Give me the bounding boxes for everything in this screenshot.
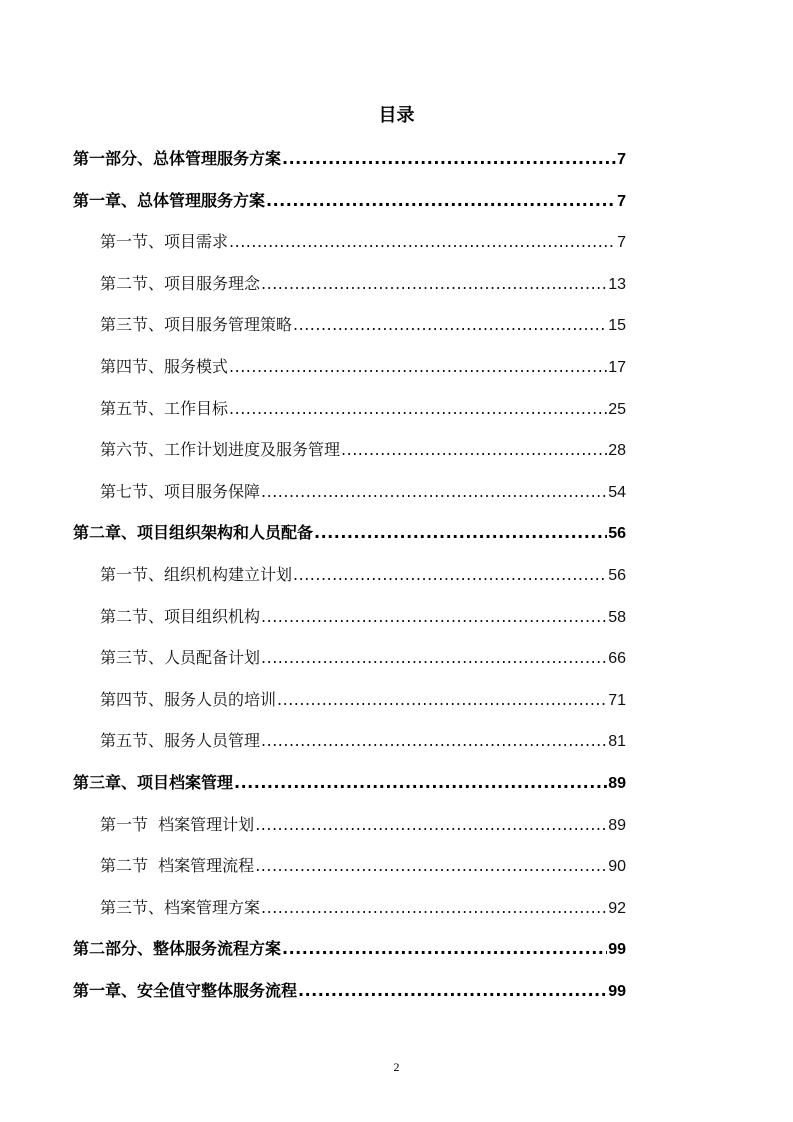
toc-entry-page: 90 [608,858,626,876]
toc-dot-leader [229,354,607,380]
toc-entry-page: 81 [608,733,626,751]
toc-entry-text: 第三章、项目档案管理 [73,772,234,792]
toc-entry-text: 第四节、服务模式 [100,356,229,376]
toc-entry-section[interactable] [73,562,626,604]
toc-entry-page: 89 [608,774,626,792]
toc-entry-section[interactable] [73,396,626,438]
toc-entry-chapter-3[interactable] [73,770,626,812]
toc-dot-leader [261,271,607,297]
toc-dot-leader [282,146,616,172]
toc-dot-leader [261,728,607,754]
toc-dot-leader [229,396,607,422]
toc-dot-leader [341,437,607,463]
toc-list [73,146,626,1019]
toc-entry-text: 第二节、项目服务理念 [100,273,261,293]
toc-entry-section[interactable] [73,895,626,937]
toc-entry-text: 第二部分、整体服务流程方案 [73,939,282,959]
toc-entry-text: 第一节、项目需求 [100,232,229,252]
toc-entry-part-2[interactable] [73,936,626,978]
toc-dot-leader [282,936,607,962]
toc-entry-chapter-2[interactable] [73,520,626,562]
toc-entry-section[interactable] [73,853,626,895]
toc-dot-leader [255,853,607,879]
toc-entry-text: 第三节、档案管理方案 [100,897,261,917]
toc-dot-leader [277,687,607,713]
toc-entry-page: 13 [608,275,626,293]
toc-dot-leader [255,812,607,838]
toc-dot-leader [229,229,616,255]
toc-entry-page: 56 [608,566,626,584]
toc-entry-page: 56 [608,525,626,543]
toc-entry-text: 第一节、组织机构建立计划 [100,564,293,584]
toc-entry-section[interactable] [73,354,626,396]
toc-entry-section[interactable] [73,312,626,354]
toc-dot-leader [261,895,607,921]
toc-entry-part-1[interactable] [73,146,626,188]
toc-entry-page: 25 [608,400,626,418]
toc-entry-section[interactable] [73,645,626,687]
toc-entry-chapter-1[interactable] [73,188,626,230]
toc-entry-page: 89 [608,816,626,834]
toc-entry-part-2-chapter-1[interactable] [73,978,626,1020]
toc-entry-section[interactable] [73,479,626,521]
toc-entry-page: 99 [608,982,626,1000]
toc-entry-section[interactable] [73,687,626,729]
toc-entry-text: 第一部分、总体管理服务方案 [73,149,282,168]
toc-entry-section[interactable] [73,271,626,313]
page-number: 2 [393,1060,400,1074]
toc-entry-page: 66 [608,650,626,668]
toc-entry-page: 7 [617,234,626,252]
toc-entry-text: 第二节、项目组织机构 [100,606,261,626]
toc-entry-text: 第五节、服务人员管理 [100,731,261,751]
toc-entry-page: 99 [608,941,626,959]
toc-entry-text: 第七节、项目服务保障 [100,481,261,501]
toc-entry-page: 17 [608,358,626,376]
toc-entry-page: 15 [608,317,626,335]
toc-entry-text: 第六节、工作计划进度及服务管理 [100,440,341,460]
toc-entry-text: 第四节、服务人员的培训 [100,689,277,709]
toc-entry-text: 第三节、项目服务管理策略 [100,315,293,335]
toc-dot-leader [293,562,607,588]
toc-entry-page: 92 [608,899,626,917]
toc-entry-page: 54 [608,483,626,501]
toc-entry-text: 第五节、工作目标 [100,398,229,418]
toc-title: 目录 [378,105,415,126]
toc-entry-section[interactable] [73,604,626,646]
toc-entry-text: 第一章、总体管理服务方案 [73,190,266,210]
toc-entry-text: 第一章、安全值守整体服务流程 [73,980,298,1000]
toc-entry-page: 58 [608,608,626,626]
toc-dot-leader [298,978,607,1004]
toc-entry-page: 71 [608,691,626,709]
toc-dot-leader [261,479,607,505]
toc-dot-leader [234,770,607,796]
toc-entry-section[interactable] [73,728,626,770]
toc-dot-leader [261,604,607,630]
toc-entry-text: 第三节、人员配备计划 [100,648,261,668]
toc-entry-text: 第二章、项目组织架构和人员配备 [73,523,314,543]
toc-entry-section[interactable] [73,437,626,479]
toc-entry-section[interactable] [73,229,626,271]
toc-dot-leader [266,188,616,214]
toc-dot-leader [314,520,607,546]
toc-dot-leader [293,312,607,338]
toc-entry-text: 第一节 档案管理计划 [100,814,255,834]
toc-dot-leader [261,645,607,671]
toc-entry-text: 第二节 档案管理流程 [100,856,255,876]
toc-entry-page: 7 [617,151,626,168]
toc-entry-page: 28 [608,442,626,460]
toc-entry-page: 7 [617,192,626,210]
toc-entry-section[interactable] [73,812,626,854]
